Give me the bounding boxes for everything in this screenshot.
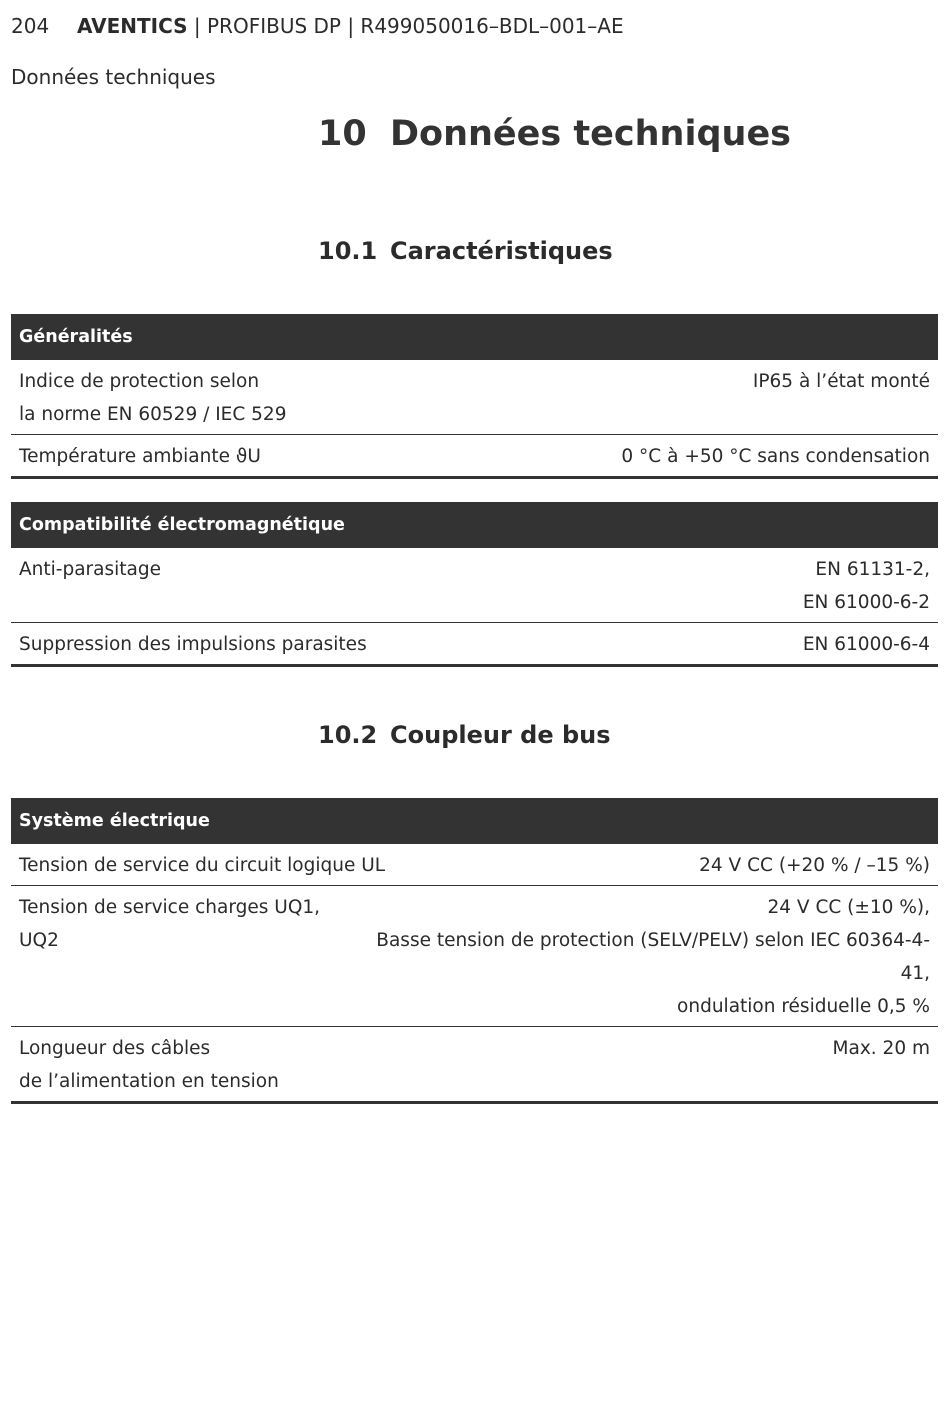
chapter-heading — [318, 112, 791, 156]
chapter-number: 10 — [318, 114, 367, 154]
row-value: EN 61131-2, EN 61000-6-2 — [802, 559, 930, 613]
chapter-title: Données techniques — [390, 114, 792, 154]
section-title: Coupleur de bus — [390, 721, 611, 749]
row-value: 0 °C à +50 °C sans condensation — [621, 446, 930, 467]
row-value: IP65 à l’état monté — [752, 371, 930, 392]
section-heading-characteristics — [318, 236, 613, 266]
section-title: Caractéristiques — [390, 237, 613, 265]
table-emc — [11, 502, 938, 667]
table-header: Système électrique — [11, 798, 938, 844]
row-label: Tension de service charges UQ1, UQ2 — [19, 897, 321, 951]
row-value: EN 61000-6-4 — [802, 634, 930, 655]
table-row — [11, 548, 938, 622]
row-label: Température ambiante ϑU — [19, 446, 261, 467]
row-label: Tension de service du circuit logique UL — [19, 855, 386, 876]
row-label: Anti-parasitage — [19, 559, 161, 580]
row-label: Suppression des impulsions parasites — [19, 634, 367, 655]
row-value: 24 V CC (+20 % / –15 %) — [699, 855, 930, 876]
table-header: Compatibilité électromagnétique — [11, 502, 938, 548]
table-row — [11, 885, 938, 1026]
table-header: Généralités — [11, 314, 938, 360]
table-row — [11, 434, 938, 476]
document-info: | PROFIBUS DP | R499050016–BDL–001–AE — [187, 14, 624, 38]
section-number: 10.2 — [318, 721, 378, 749]
row-label: Indice de protection selon la norme EN 60529 / IEC 529 — [19, 371, 287, 425]
brand-name: AVENTICS — [77, 14, 188, 38]
row-value: Max. 20 m — [832, 1038, 930, 1059]
section-number: 10.1 — [318, 237, 378, 265]
table-row — [11, 1026, 938, 1101]
table-row — [11, 622, 938, 664]
section-heading-bus-coupler — [318, 720, 611, 750]
page-number: 204 — [11, 14, 50, 38]
table-row — [11, 844, 938, 885]
row-value: 24 V CC (±10 %), Basse tension de protection (SELV/PELV) selon IEC 60364-4-41, ondulation résiduelle 0,5 % — [376, 897, 930, 1017]
table-electrical-system — [11, 798, 938, 1104]
page-header — [11, 13, 624, 39]
row-label: Longueur des câbles de l’alimentation en tension — [19, 1038, 279, 1092]
table-row — [11, 360, 938, 434]
table-general — [11, 314, 938, 479]
running-section-label: Données techniques — [11, 65, 216, 89]
